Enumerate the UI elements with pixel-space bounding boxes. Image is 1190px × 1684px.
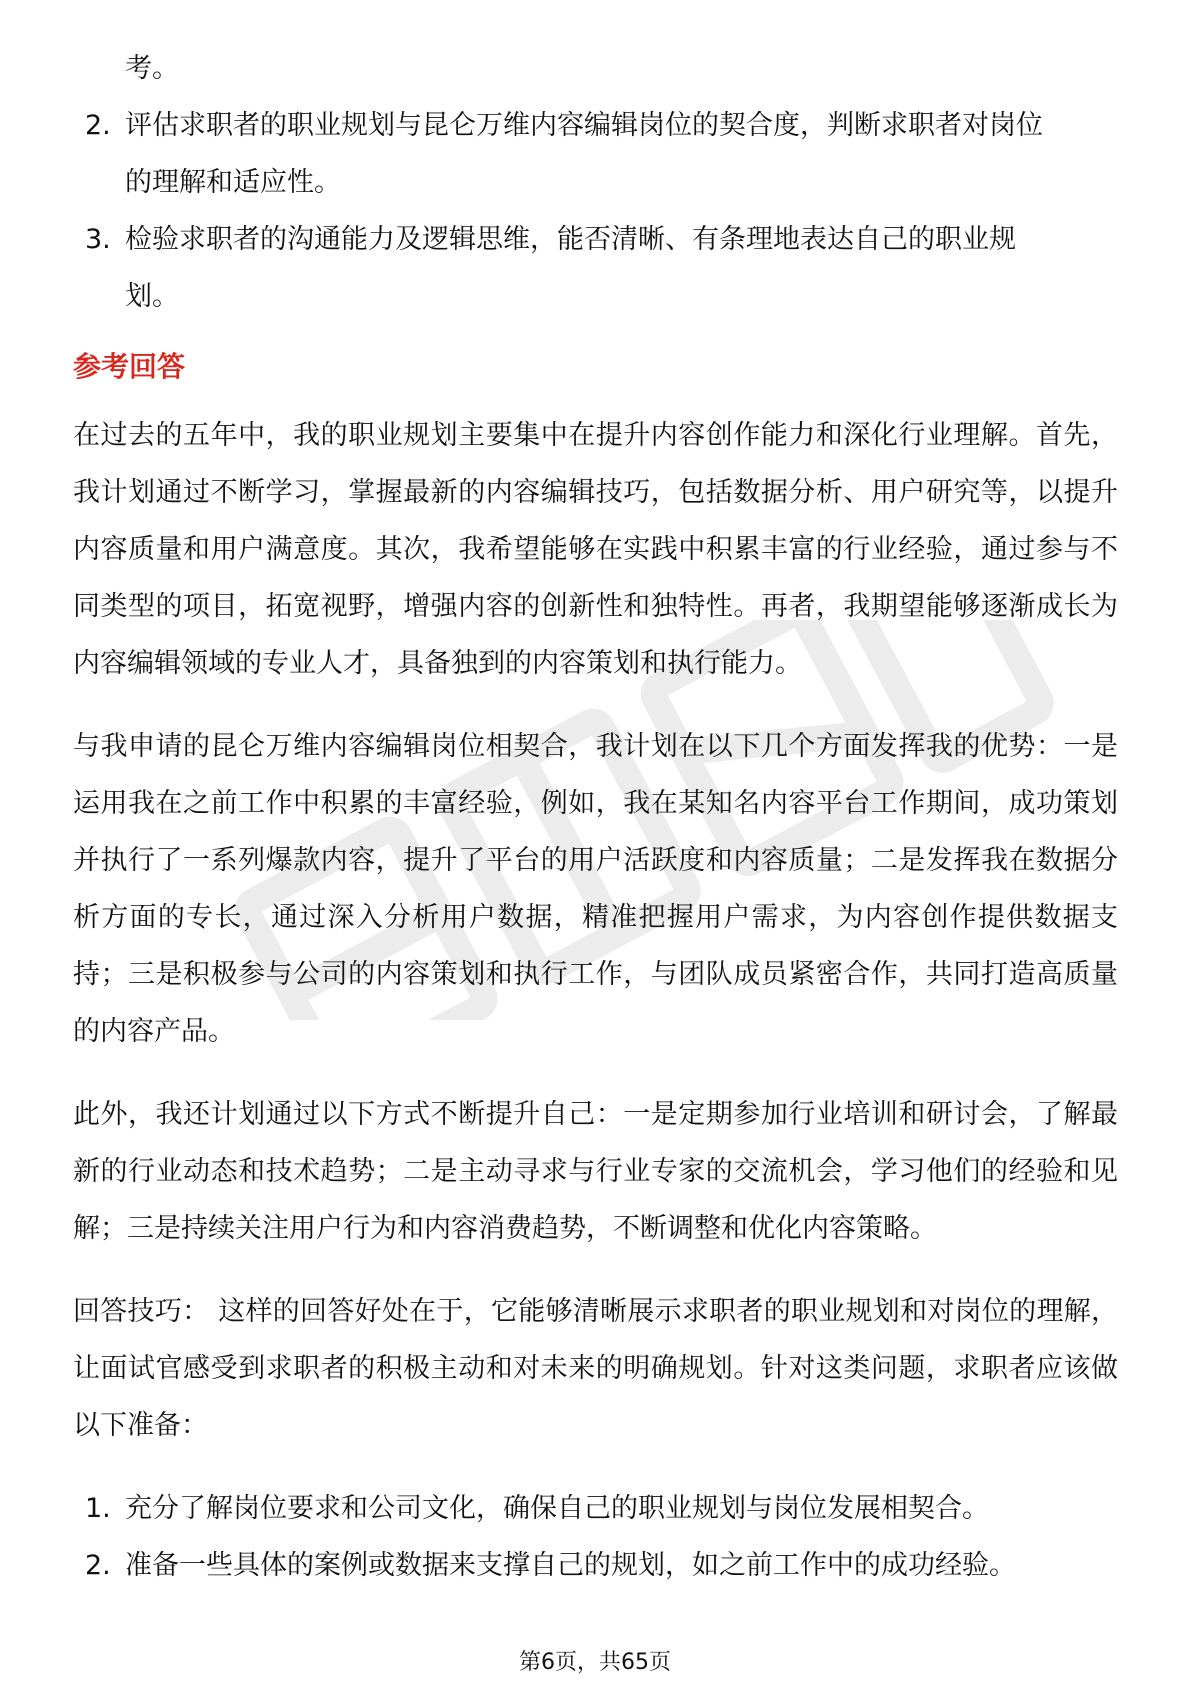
list-number: 1. bbox=[85, 1493, 111, 1524]
list-number: 3. bbox=[85, 224, 111, 255]
answer-tips-paragraph: 回答技巧： 这样的回答好处在于，它能够清晰展示求职者的职业规划和对岗位的理解，让面试官感受到求职者的积极主动和对未来的明确规划。针对这类问题，求职者应该做以下准备： bbox=[73, 1296, 1118, 1441]
criteria-item-continuation: 的理解和适应性。 bbox=[125, 167, 341, 198]
tips-list bbox=[73, 1480, 1118, 1594]
list-item-text: 充分了解岗位要求和公司文化，确保自己的职业规划与岗位发展相契合。 bbox=[125, 1493, 989, 1524]
answer-paragraph: 此外，我还计划通过以下方式不断提升自己：一是定期参加行业培训和研讨会，了解最新的行业动态和技术趋势；二是主动寻求与行业专家的交流机会，学习他们的经验和见解；三是持续关注用户行为和内容消费趋势，不断调整和优化内容策略。 bbox=[73, 1099, 1118, 1244]
list-item-text: 准备一些具体的案例或数据来支撑自己的规划，如之前工作中的成功经验。 bbox=[125, 1550, 1016, 1581]
list-continuation: 考。 bbox=[125, 53, 179, 84]
list-number: 2. bbox=[85, 1550, 111, 1581]
list-number: 2. bbox=[85, 110, 111, 141]
criteria-item bbox=[73, 211, 1118, 268]
main-content bbox=[73, 40, 1118, 1594]
answer-paragraph: 与我申请的昆仑万维内容编辑岗位相契合，我计划在以下几个方面发挥我的优势：一是运用我在之前工作中积累的丰富经验，例如，我在某知名内容平台工作期间，成功策划并执行了一系列爆款内容，提升了平台的用户活跃度和内容质量；二是发挥我在数据分析方面的专长，通过深入分析用户数据，精准把握用户需求，为内容创作提供数据支持；三是积极参与公司的内容策划和执行工作，与团队成员紧密合作，共同打造高质量的内容产品。 bbox=[73, 731, 1118, 1047]
criteria-item bbox=[73, 97, 1118, 154]
criteria-list bbox=[73, 97, 1118, 325]
page-number-footer: 第6页，共65页 bbox=[519, 1650, 671, 1675]
answer-paragraph: 在过去的五年中，我的职业规划主要集中在提升内容创作能力和深化行业理解。首先，我计划通过不断学习，掌握最新的内容编辑技巧，包括数据分析、用户研究等，以提升内容质量和用户满意度。其次，我希望能够在实践中积累丰富的行业经验，通过参与不同类型的项目，拓宽视野，增强内容的创新性和独特性。再者，我期望能够逐渐成长为内容编辑领域的专业人才，具备独到的内容策划和执行能力。 bbox=[73, 420, 1118, 679]
tip-item bbox=[73, 1537, 1118, 1594]
list-item-text: 检验求职者的沟通能力及逻辑思维，能否清晰、有条理地表达自己的职业规 bbox=[125, 224, 1016, 255]
list-item-text: 评估求职者的职业规划与昆仑万维内容编辑岗位的契合度，判断求职者对岗位 bbox=[125, 110, 1043, 141]
tip-item bbox=[73, 1480, 1118, 1537]
reference-answer-heading: 参考回答 bbox=[73, 350, 186, 383]
criteria-item-continuation: 划。 bbox=[125, 281, 179, 312]
